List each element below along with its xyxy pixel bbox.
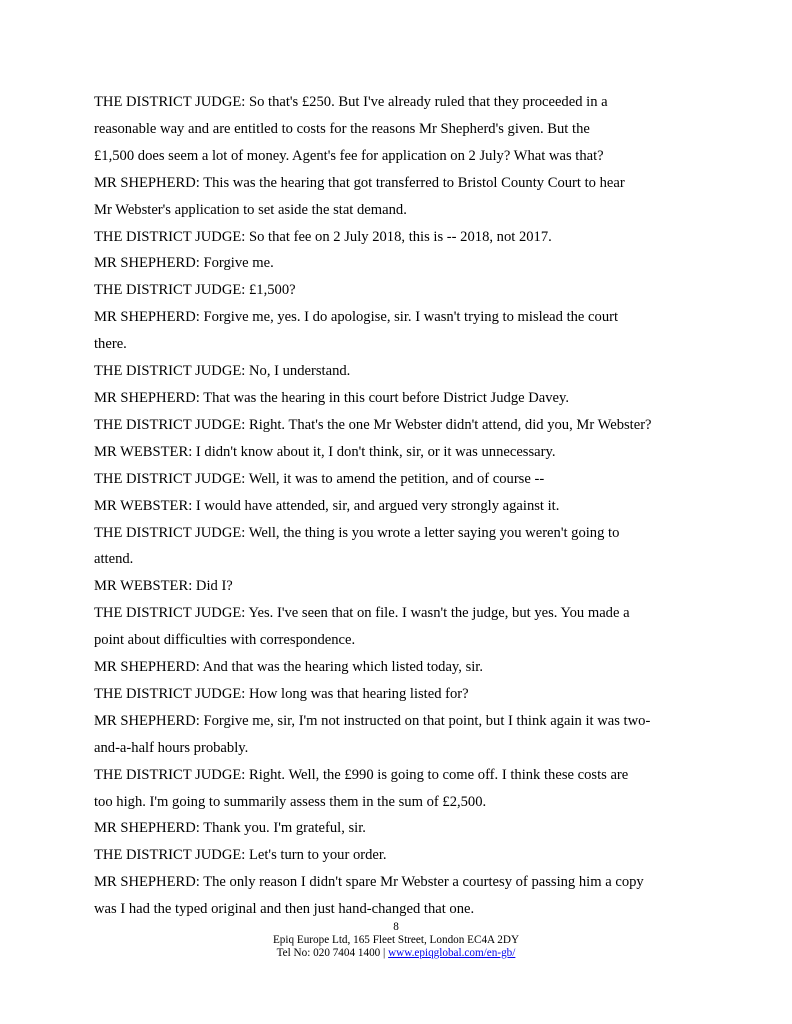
transcript-paragraph xyxy=(94,681,734,708)
transcript-line: THE DISTRICT JUDGE: So that's £250. But I've already ruled that they proceeded in a xyxy=(94,94,608,110)
transcript-line: was I had the typed original and then just hand-changed that one. xyxy=(94,901,475,918)
transcript-line: THE DISTRICT JUDGE: Well, it was to amend the petition, and of course -- xyxy=(94,470,545,487)
transcript-paragraph xyxy=(94,385,734,412)
transcript-line: MR SHEPHERD: And that was the hearing which listed today, sir. xyxy=(94,659,483,676)
transcript-paragraph xyxy=(94,842,734,869)
transcript-paragraph xyxy=(94,412,734,439)
transcript-line: MR SHEPHERD: Forgive me, sir, I'm not instructed on that point, but I think again it was two- xyxy=(94,712,651,729)
transcript-line: THE DISTRICT JUDGE: Right. Well, the £990 is going to come off. I think these costs are xyxy=(94,766,629,783)
footer-website-link[interactable]: www.epiqglobal.com/en-gb/ xyxy=(388,946,516,959)
transcript-line: MR SHEPHERD: This was the hearing that got transferred to Bristol County Court to hear xyxy=(94,174,625,191)
footer-telephone: Tel No: 020 7404 1400 | xyxy=(276,946,389,959)
transcript-line: and-a-half hours probably. xyxy=(94,739,249,756)
transcript-paragraph xyxy=(94,170,734,224)
transcript-paragraph xyxy=(94,573,734,600)
transcript-paragraph xyxy=(94,466,734,493)
transcript-paragraph xyxy=(94,358,734,385)
transcript-paragraph xyxy=(94,869,734,923)
transcript-paragraph xyxy=(94,600,734,654)
transcript-paragraph xyxy=(94,224,734,251)
transcript-line: MR WEBSTER: I didn't know about it, I don't think, sir, or it was unnecessary. xyxy=(94,443,556,460)
transcript-line: THE DISTRICT JUDGE: Right. That's the one Mr Webster didn't attend, did you, Mr Webster? xyxy=(94,416,652,433)
transcript-line: reasonable way and are entitled to costs for the reasons Mr Shepherd's given. But the xyxy=(94,120,590,137)
transcript-paragraph xyxy=(94,439,734,466)
transcript-line: MR SHEPHERD: Forgive me, yes. I do apologise, sir. I wasn't trying to mislead the court xyxy=(94,309,619,326)
transcript-line: MR SHEPHERD: Thank you. I'm grateful, sir. xyxy=(94,820,366,837)
transcript-line: too high. I'm going to summarily assess them in the sum of £2,500. xyxy=(94,793,487,810)
transcript-line: THE DISTRICT JUDGE: So that fee on 2 July 2018, this is -- 2018, not 2017. xyxy=(94,228,552,245)
transcript-body xyxy=(94,89,734,923)
transcript-line: MR WEBSTER: I would have attended, sir, and argued very strongly against it. xyxy=(94,497,560,514)
page-footer xyxy=(0,921,792,959)
transcript-line: MR SHEPHERD: Forgive me. xyxy=(94,255,274,272)
transcript-line: there. xyxy=(94,336,127,353)
transcript-paragraph xyxy=(94,520,734,574)
footer-company-address: Epiq Europe Ltd, 165 Fleet Street, London EC4A 2DY xyxy=(272,933,520,946)
transcript-line: MR SHEPHERD: That was the hearing in this court before District Judge Davey. xyxy=(94,389,570,406)
page-number: 8 xyxy=(393,921,399,933)
transcript-paragraph xyxy=(94,762,734,816)
transcript-paragraph xyxy=(94,304,734,358)
transcript-line: THE DISTRICT JUDGE: How long was that hearing listed for? xyxy=(94,685,469,702)
transcript-paragraph xyxy=(94,708,734,762)
transcript-paragraph xyxy=(94,89,734,170)
transcript-line: attend. xyxy=(94,551,134,568)
transcript-line: THE DISTRICT JUDGE: Let's turn to your order. xyxy=(94,847,387,864)
transcript-paragraph xyxy=(94,815,734,842)
transcript-line: £1,500 does seem a lot of money. Agent's fee for application on 2 July? What was that? xyxy=(94,147,604,164)
footer-contact-line xyxy=(0,947,792,960)
transcript-line: THE DISTRICT JUDGE: £1,500? xyxy=(94,282,296,299)
transcript-paragraph xyxy=(94,250,734,277)
transcript-line: THE DISTRICT JUDGE: Yes. I've seen that on file. I wasn't the judge, but yes. You made a xyxy=(94,605,630,622)
transcript-paragraph xyxy=(94,654,734,681)
transcript-line: Mr Webster's application to set aside the stat demand. xyxy=(94,201,407,218)
transcript-line: MR WEBSTER: Did I? xyxy=(94,578,233,595)
transcript-line: THE DISTRICT JUDGE: Well, the thing is you wrote a letter saying you weren't going to xyxy=(94,524,620,541)
transcript-paragraph xyxy=(94,277,734,304)
transcript-paragraph xyxy=(94,493,734,520)
transcript-line: THE DISTRICT JUDGE: No, I understand. xyxy=(94,363,351,380)
transcript-line: MR SHEPHERD: The only reason I didn't spare Mr Webster a courtesy of passing him a copy xyxy=(94,874,644,891)
transcript-line: point about difficulties with correspondence. xyxy=(94,632,356,649)
